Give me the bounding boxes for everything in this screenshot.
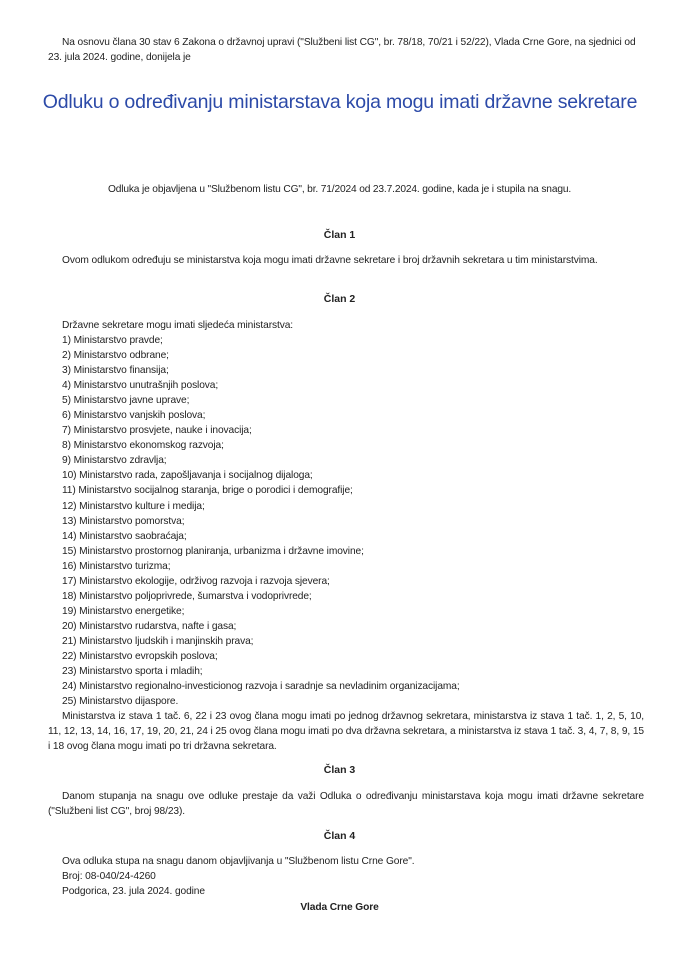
article-1-text: Ovom odlukom određuju se ministarstva koja mogu imati državne sekretare i broj državnih sekretara u tim ministarstvima. [62, 255, 598, 266]
article-1-heading: Član 1 [323, 229, 356, 241]
document-title: Odluku o određivanju ministarstava koja mogu imati državne sekretare [42, 91, 638, 113]
list-item: 12) Ministarstvo kulture i medija; [62, 500, 205, 512]
list-item: 6) Ministarstvo vanjskih poslova; [62, 410, 206, 422]
list-item: 11) Ministarstvo socijalnog staranja, brige o porodici i demografije; [62, 485, 353, 497]
list-item: 19) Ministarstvo energetike; [62, 605, 185, 617]
closing-block [62, 854, 414, 899]
article-4-heading: Član 4 [323, 830, 356, 842]
list-item: 20) Ministarstvo rudarstva, nafte i gasa; [62, 620, 237, 632]
list-item: 18) Ministarstvo poljoprivrede, šumarstva i vodoprivrede; [62, 590, 312, 602]
list-item: 22) Ministarstvo evropskih poslova; [62, 650, 218, 662]
list-item: 1) Ministarstvo pravde; [62, 335, 163, 346]
list-item: 17) Ministarstvo ekologije, održivog razvoja i razvoja sjevera; [62, 575, 330, 587]
list-item: 3) Ministarstvo finansija; [62, 365, 169, 377]
list-item: 9) Ministarstvo zdravlja; [62, 455, 167, 467]
list-item: 8) Ministarstvo ekonomskog razvoja; [62, 440, 224, 452]
list-item: 10) Ministarstvo rada, zapošljavanja i socijalnog dijaloga; [62, 470, 313, 482]
list-item: 21) Ministarstvo ljudskih i manjinskih prava; [62, 635, 254, 647]
article-4-text: Ova odluka stupa na snagu danom objavljivanja u "Službenom listu Crne Gore". [62, 856, 415, 867]
list-item: 13) Ministarstvo pomorstva; [62, 515, 185, 527]
list-item: 2) Ministarstvo odbrane; [62, 350, 169, 362]
place-date: Podgorica, 23. jula 2024. godine [62, 886, 205, 897]
list-item: 4) Ministarstvo unutrašnjih poslova; [62, 380, 219, 392]
list-item: 24) Ministarstvo regionalno-investicionog razvoja i saradnje sa nevladinim organizacijama; [62, 681, 460, 693]
article-2-paragraph-2: Ministarstva iz stava 1 tač. 6, 22 i 23 ovog člana mogu imati po jednog državnog sekretara, ministarstva iz stava 1 tač. 1, 2, 5, 10, 11, 12, 13, 14, 16, 17, 19, 20, 21, 24 i 25 ovog člana mogu imati po dva državna sekretara, a ministarstva iz stava 1 tač. 3, 4, 7, 8, 9, 15 i 18 ovog člana mogu imati po tri državna sekretara. [48, 711, 644, 752]
list-item: 15) Ministarstvo prostornog planiranja, urbanizma i državne imovine; [62, 545, 364, 557]
list-item: 23) Ministarstvo sporta i mladih; [62, 666, 203, 678]
article-3-heading: Član 3 [323, 764, 356, 776]
list-item: 16) Ministarstvo turizma; [62, 560, 171, 572]
list-item: 14) Ministarstvo saobraćaja; [62, 530, 187, 542]
publication-note: Odluka je objavljena u "Službenom listu CG", br. 71/2024 od 23.7.2024. godine, kada je i stupila na snagu. [107, 184, 572, 195]
preamble: Na osnovu člana 30 stav 6 Zakona o državnoj upravi ("Službeni list CG", br. 78/18, 70/21 i 52/22), Vlada Crne Gore, na sjednici od 23. jula 2024. godine, donijela je [48, 37, 636, 63]
list-item: 7) Ministarstvo prosvjete, nauke i inovacija; [62, 425, 252, 437]
article-2-intro: Državne sekretare mogu imati sljedeća ministarstva: [62, 320, 293, 331]
article-3-text: Danom stupanja na snagu ove odluke prestaje da važi Odluka o određivanju ministarstava koja mogu imati državne sekretare ("Službeni list CG", broj 98/23). [48, 791, 644, 817]
document-number: Broj: 08-040/24-4260 [62, 871, 156, 882]
list-item: 5) Ministarstvo javne uprave; [62, 395, 190, 407]
ministries-list [62, 333, 460, 709]
list-item: 25) Ministarstvo dijaspore. [62, 696, 179, 708]
signature: Vlada Crne Gore [300, 902, 379, 913]
article-2-heading: Član 2 [323, 293, 356, 305]
